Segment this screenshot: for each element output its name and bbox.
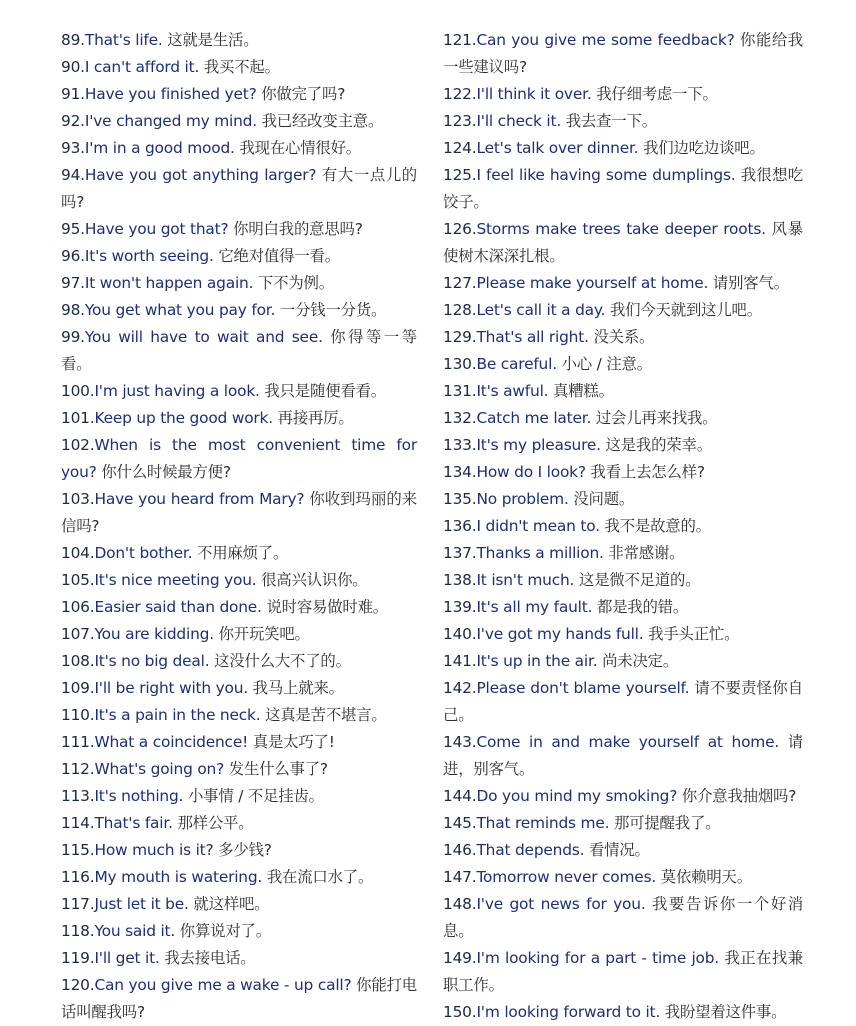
phrase-entry <box>61 702 417 729</box>
phrase-english: No problem. <box>476 490 569 508</box>
phrase-chinese: 我正在找兼职工作。 <box>443 949 803 994</box>
phrase-number: 119. <box>61 949 95 967</box>
phrase-english: I'm just having a look. <box>94 382 260 400</box>
phrase-chinese: 不用麻烦了。 <box>192 544 289 562</box>
phrase-number: 144. <box>443 787 477 805</box>
phrase-number: 90. <box>61 58 85 76</box>
phrase-number: 146. <box>443 841 477 859</box>
phrase-number: 116. <box>61 868 95 886</box>
phrase-number: 121. <box>443 31 477 49</box>
phrase-number: 97. <box>61 274 85 292</box>
phrase-number: 142. <box>443 679 477 697</box>
phrase-entry <box>61 972 417 1026</box>
phrase-number: 113. <box>61 787 95 805</box>
phrase-number: 120. <box>61 976 95 994</box>
phrase-chinese: 你得等一等看。 <box>61 328 417 373</box>
phrase-english: I've got news for you. <box>476 895 646 913</box>
phrase-entry <box>443 324 803 351</box>
phrase-english: That's all right. <box>476 328 589 346</box>
phrase-entry <box>443 729 803 783</box>
phrase-entry <box>443 567 803 594</box>
phrase-entry <box>443 162 803 216</box>
phrase-chinese: 有大一点儿的吗? <box>61 166 417 211</box>
phrase-number: 99. <box>61 328 85 346</box>
phrase-entry <box>61 837 417 864</box>
phrase-chinese: 尚未决定。 <box>597 652 679 670</box>
phrase-chinese: 小事情 / 不足挂齿。 <box>183 787 324 805</box>
phrase-entry <box>443 486 803 513</box>
phrase-english: It's a pain in the neck. <box>94 706 261 724</box>
left-column <box>61 27 417 1026</box>
phrase-number: 100. <box>61 382 95 400</box>
phrase-english: Have you got that? <box>84 220 229 238</box>
phrase-entry <box>443 810 803 837</box>
phrase-chinese: 看情况。 <box>584 841 650 859</box>
phrase-number: 129. <box>443 328 477 346</box>
phrase-english: What a coincidence! <box>94 733 249 751</box>
phrase-chinese: 它绝对值得一看。 <box>213 247 340 265</box>
phrase-english: I'm looking for a part - time job. <box>476 949 719 967</box>
phrase-chinese: 你算说对了。 <box>175 922 271 940</box>
phrase-number: 89. <box>61 31 85 49</box>
phrase-english: Let's call it a day. <box>476 301 606 319</box>
phrase-number: 143. <box>443 733 477 751</box>
phrase-number: 101. <box>61 409 95 427</box>
phrase-entry <box>61 864 417 891</box>
phrase-number: 127. <box>443 274 477 292</box>
phrase-english: Easier said than done. <box>94 598 262 616</box>
phrase-number: 145. <box>443 814 477 832</box>
phrase-chinese: 我仔细考虑一下。 <box>591 85 718 103</box>
phrase-number: 95. <box>61 220 85 238</box>
phrase-entry <box>61 540 417 567</box>
phrase-entry <box>443 270 803 297</box>
phrase-chinese: 我盼望着这件事。 <box>660 1003 787 1021</box>
phrase-chinese: 我很想吃饺子。 <box>443 166 803 211</box>
phrase-english: It's all my fault. <box>476 598 593 616</box>
phrase-entry <box>61 135 417 162</box>
phrase-number: 124. <box>443 139 477 157</box>
phrase-english: I'll get it. <box>94 949 160 967</box>
phrase-chinese: 这就是生活。 <box>162 31 259 49</box>
phrase-number: 122. <box>443 85 477 103</box>
phrase-chinese: 我不是故意的。 <box>599 517 711 535</box>
phrase-chinese: 这是我的荣幸。 <box>600 436 712 454</box>
phrase-entry <box>61 729 417 756</box>
phrase-chinese: 这是微不足道的。 <box>574 571 701 589</box>
phrase-english: Thanks a million. <box>476 544 604 562</box>
phrase-chinese: 风暴使树木深深扎根。 <box>443 220 803 265</box>
phrase-entry <box>443 891 803 945</box>
phrase-number: 103. <box>61 490 95 508</box>
phrase-entry <box>443 405 803 432</box>
phrase-english: I'll be right with you. <box>94 679 248 697</box>
phrase-chinese: 说时容易做时难。 <box>261 598 388 616</box>
phrase-english: You said it. <box>94 922 176 940</box>
phrase-number: 134. <box>443 463 477 481</box>
phrase-chinese: 你做完了吗? <box>256 85 346 103</box>
phrase-english: Can you give me a wake - up call? <box>94 976 352 994</box>
phrase-number: 115. <box>61 841 95 859</box>
phrase-number: 105. <box>61 571 95 589</box>
phrase-number: 137. <box>443 544 477 562</box>
phrase-entry <box>61 756 417 783</box>
phrase-english: Keep up the good work. <box>94 409 273 427</box>
phrase-english: I feel like having some dumplings. <box>476 166 736 184</box>
phrase-chinese: 这没什么大不了的。 <box>209 652 351 670</box>
phrase-chinese: 你什么时候最方便? <box>96 463 231 481</box>
phrase-entry <box>61 162 417 216</box>
phrase-chinese: 我在流口水了。 <box>262 868 374 886</box>
phrase-number: 147. <box>443 868 477 886</box>
phrase-english: It's nothing. <box>94 787 184 805</box>
phrase-english: I'm looking forward to it. <box>476 1003 661 1021</box>
phrase-entry <box>443 297 803 324</box>
phrase-chinese: 非常感谢。 <box>603 544 685 562</box>
phrase-english: Come in and make yourself at home. <box>476 733 780 751</box>
phrase-number: 130. <box>443 355 477 373</box>
phrase-number: 107. <box>61 625 95 643</box>
phrase-number: 112. <box>61 760 95 778</box>
phrase-chinese: 你能打电话叫醒我吗? <box>61 976 417 1021</box>
phrase-number: 138. <box>443 571 477 589</box>
phrase-entry <box>61 945 417 972</box>
phrase-english: How do I look? <box>476 463 586 481</box>
phrase-entry <box>61 216 417 243</box>
phrase-number: 108. <box>61 652 95 670</box>
phrase-english: You get what you pay for. <box>84 301 276 319</box>
phrase-chinese: 真是太巧了! <box>248 733 335 751</box>
phrase-english: Have you got anything larger? <box>84 166 317 184</box>
phrase-chinese: 都是我的错。 <box>592 598 689 616</box>
phrase-chinese: 我买不起。 <box>199 58 280 76</box>
phrase-english: You are kidding. <box>94 625 214 643</box>
phrase-entry <box>61 486 417 540</box>
phrase-number: 139. <box>443 598 477 616</box>
phrase-entry <box>61 594 417 621</box>
phrase-chinese: 我看上去怎么样? <box>585 463 705 481</box>
phrase-entry <box>61 891 417 918</box>
phrase-entry <box>443 216 803 270</box>
phrase-chinese: 我只是随便看看。 <box>259 382 386 400</box>
phrase-english: It's nice meeting you. <box>94 571 257 589</box>
phrase-number: 149. <box>443 949 477 967</box>
phrase-english: That's fair. <box>94 814 173 832</box>
phrase-number: 110. <box>61 706 95 724</box>
phrase-chinese: 那样公平。 <box>172 814 254 832</box>
phrase-entry <box>61 27 417 54</box>
phrase-chinese: 我现在心情很好。 <box>234 139 361 157</box>
phrase-chinese: 我去查一下。 <box>561 112 657 130</box>
phrase-entry <box>443 837 803 864</box>
phrase-chinese: 请别客气。 <box>708 274 789 292</box>
phrase-entry <box>443 81 803 108</box>
phrase-number: 140. <box>443 625 477 643</box>
phrase-chinese: 没关系。 <box>588 328 655 346</box>
phrase-english: Tomorrow never comes. <box>476 868 657 886</box>
phrase-english: How much is it? <box>94 841 214 859</box>
phrase-entry <box>61 54 417 81</box>
phrase-number: 125. <box>443 166 477 184</box>
right-column <box>443 27 803 1026</box>
phrase-entry <box>61 810 417 837</box>
phrase-number: 123. <box>443 112 477 130</box>
phrase-english: It won't happen again. <box>84 274 254 292</box>
phrase-chinese: 很高兴认识你。 <box>256 571 368 589</box>
phrase-entry <box>61 675 417 702</box>
phrase-number: 126. <box>443 220 477 238</box>
phrase-english: You will have to wait and see. <box>84 328 323 346</box>
phrase-english: Have you heard from Mary? <box>94 490 305 508</box>
phrase-entry <box>443 945 803 999</box>
phrase-chinese: 我们今天就到这儿吧。 <box>605 301 762 319</box>
phrase-chinese: 小心 / 注意。 <box>556 355 652 373</box>
phrase-chinese: 就这样吧。 <box>188 895 270 913</box>
phrase-english: Don't bother. <box>94 544 193 562</box>
phrase-english: It's no big deal. <box>94 652 210 670</box>
phrase-entry <box>61 648 417 675</box>
phrase-english: I didn't mean to. <box>476 517 600 535</box>
phrase-entry <box>61 621 417 648</box>
phrase-english: It isn't much. <box>476 571 575 589</box>
phrase-english: Please don't blame yourself. <box>476 679 690 697</box>
phrase-entry <box>61 405 417 432</box>
phrase-chinese: 下不为例。 <box>253 274 334 292</box>
phrase-entry <box>61 270 417 297</box>
phrase-chinese: 我去接电话。 <box>159 949 256 967</box>
phrase-english: That's life. <box>84 31 163 49</box>
phrase-number: 106. <box>61 598 95 616</box>
phrase-english: It's awful. <box>476 382 549 400</box>
phrase-english: I'm in a good mood. <box>84 139 235 157</box>
phrase-chinese: 这真是苦不堪言。 <box>260 706 387 724</box>
phrase-entry <box>443 351 803 378</box>
phrase-chinese: 你开玩笑吧。 <box>213 625 310 643</box>
phrase-english: Catch me later. <box>476 409 592 427</box>
phrase-english: Just let it be. <box>94 895 189 913</box>
phrase-chinese: 发生什么事了? <box>224 760 328 778</box>
phrase-entry <box>443 648 803 675</box>
phrase-entry <box>443 513 803 540</box>
phrase-chinese: 你明白我的意思吗? <box>228 220 363 238</box>
phrase-number: 102. <box>61 436 95 454</box>
phrase-english: My mouth is watering. <box>94 868 263 886</box>
phrase-english: I've changed my mind. <box>84 112 257 130</box>
phrase-english: I'll think it over. <box>476 85 592 103</box>
phrase-english: I can't afford it. <box>84 58 200 76</box>
phrase-entry <box>61 918 417 945</box>
phrase-number: 93. <box>61 139 85 157</box>
phrase-entry <box>443 675 803 729</box>
phrase-english: Let's talk over dinner. <box>476 139 639 157</box>
phrase-entry <box>443 378 803 405</box>
phrase-entry <box>61 81 417 108</box>
phrase-entry <box>443 864 803 891</box>
phrase-chinese: 你收到玛丽的来信吗? <box>61 490 417 535</box>
phrase-chinese: 那可提醒我了。 <box>609 814 721 832</box>
phrase-entry <box>61 108 417 135</box>
phrase-entry <box>443 27 803 81</box>
phrase-number: 132. <box>443 409 477 427</box>
phrase-number: 131. <box>443 382 477 400</box>
phrase-number: 133. <box>443 436 477 454</box>
phrase-number: 141. <box>443 652 477 670</box>
phrase-english: That depends. <box>476 841 585 859</box>
phrase-chinese: 一分钱一分货。 <box>275 301 387 319</box>
phrase-english: That reminds me. <box>476 814 610 832</box>
phrase-number: 135. <box>443 490 477 508</box>
phrase-entry <box>443 783 803 810</box>
phrase-chinese: 我要告诉你一个好消息。 <box>443 895 803 940</box>
phrase-number: 128. <box>443 301 477 319</box>
phrase-english: When is the most convenient time for you? <box>61 436 417 481</box>
phrase-chinese: 我马上就来。 <box>247 679 344 697</box>
phrase-english: I've got my hands full. <box>476 625 644 643</box>
phrase-english: It's worth seeing. <box>84 247 214 265</box>
phrase-number: 150. <box>443 1003 477 1021</box>
phrase-number: 91. <box>61 85 85 103</box>
phrase-number: 114. <box>61 814 95 832</box>
phrase-chinese: 你能给我一些建议吗? <box>443 31 803 76</box>
phrase-number: 111. <box>61 733 95 751</box>
phrase-number: 118. <box>61 922 95 940</box>
phrase-chinese: 莫依赖明天。 <box>656 868 752 886</box>
phrase-entry <box>443 432 803 459</box>
phrase-entry <box>61 378 417 405</box>
phrase-chinese: 我们边吃边谈吧。 <box>638 139 765 157</box>
phrase-english: It's my pleasure. <box>476 436 601 454</box>
phrase-english: Have you finished yet? <box>84 85 257 103</box>
phrase-number: 148. <box>443 895 477 913</box>
phrase-number: 136. <box>443 517 477 535</box>
phrase-chinese: 我已经改变主意。 <box>256 112 384 130</box>
phrase-english: Can you give me some feedback? <box>476 31 735 49</box>
phrase-number: 92. <box>61 112 85 130</box>
phrase-entry <box>61 297 417 324</box>
phrase-number: 98. <box>61 301 85 319</box>
phrase-number: 117. <box>61 895 95 913</box>
phrase-english: It's up in the air. <box>476 652 598 670</box>
phrase-entry <box>443 540 803 567</box>
phrase-chinese: 过会儿再来找我。 <box>591 409 718 427</box>
phrase-entry <box>443 135 803 162</box>
phrase-number: 94. <box>61 166 85 184</box>
phrase-english: Please make yourself at home. <box>476 274 709 292</box>
phrase-entry <box>443 999 803 1026</box>
phrase-entry <box>61 783 417 810</box>
phrase-chinese: 没问题。 <box>568 490 635 508</box>
phrase-chinese: 请不要责怪你自己。 <box>443 679 803 724</box>
phrase-chinese: 多少钱? <box>213 841 272 859</box>
phrase-english: Be careful. <box>476 355 557 373</box>
phrase-entry <box>61 243 417 270</box>
phrase-chinese: 我手头正忙。 <box>643 625 740 643</box>
phrase-english: Storms make trees take deeper roots. <box>476 220 766 238</box>
phrase-english: What's going on? <box>94 760 225 778</box>
phrase-entry <box>443 594 803 621</box>
phrase-number: 96. <box>61 247 85 265</box>
phrase-chinese: 真糟糕。 <box>548 382 614 400</box>
phrase-chinese: 请进，别客气。 <box>443 733 803 778</box>
phrase-entry <box>443 459 803 486</box>
phrase-chinese: 你介意我抽烟吗? <box>677 787 797 805</box>
phrase-english: I'll check it. <box>476 112 562 130</box>
phrase-entry <box>443 108 803 135</box>
phrase-entry <box>61 432 417 486</box>
phrase-entry <box>61 567 417 594</box>
phrase-entry <box>443 621 803 648</box>
phrase-number: 109. <box>61 679 95 697</box>
phrase-entry <box>61 324 417 378</box>
phrase-english: Do you mind my smoking? <box>476 787 678 805</box>
phrase-number: 104. <box>61 544 95 562</box>
phrase-chinese: 再接再厉。 <box>272 409 354 427</box>
